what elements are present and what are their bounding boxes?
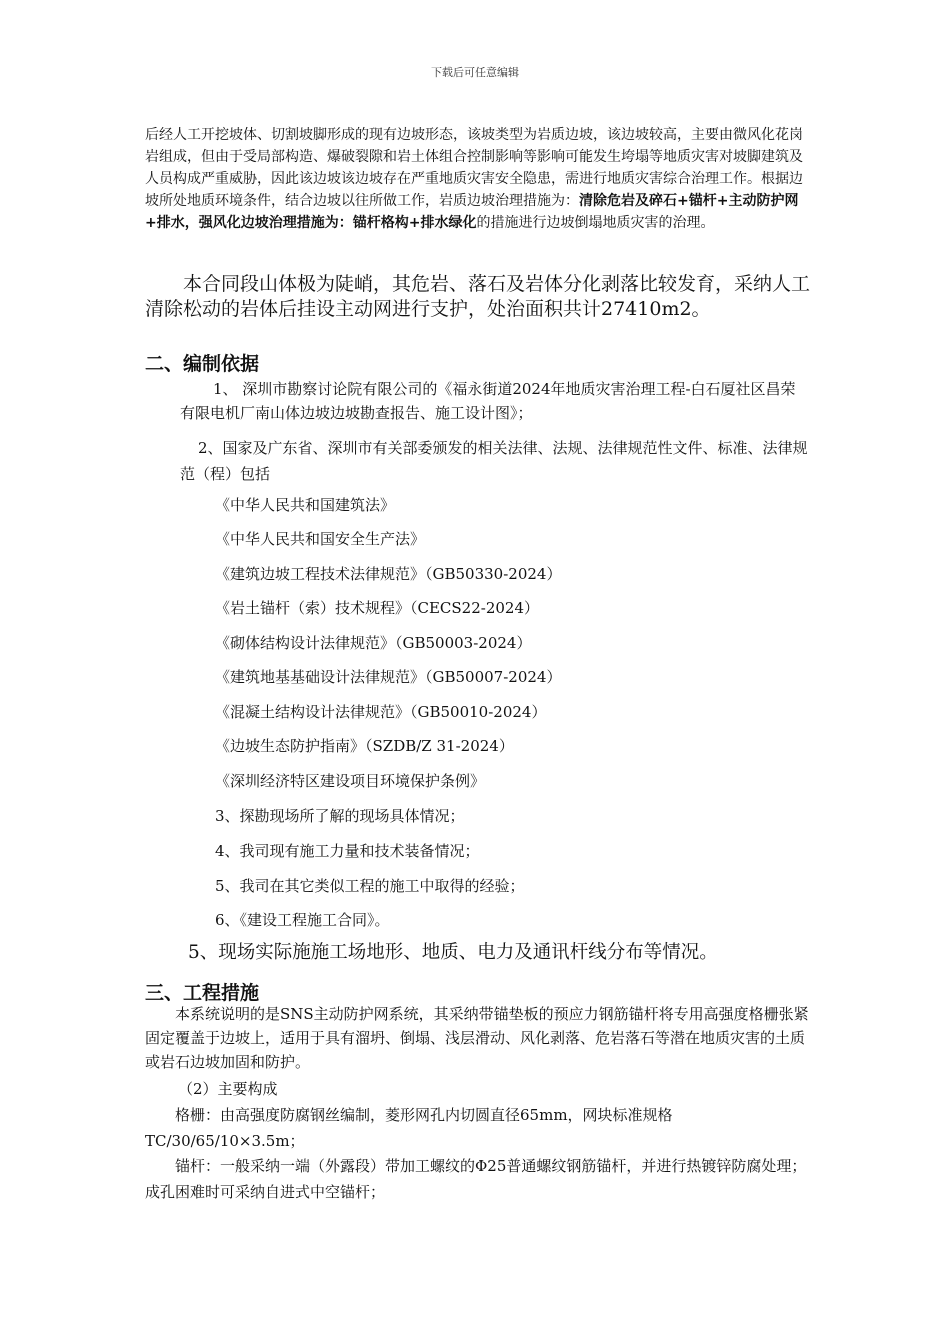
basis-item-2: 2、国家及广东省、深圳市有关部委颁发的相关法律、法规、法律规范性文件、标准、法律规范（程）包括 — [180, 439, 808, 483]
law-item: 《中华人民共和国安全生产法》 — [215, 530, 426, 548]
anchor-description: 锚杆：一般采纳一端（外露段）带加工螺纹的Φ25普通螺纹钢筋锚杆，并进行热镀锌防腐处理；成孔困难时可采纳自进式中空锚杆； — [145, 1157, 807, 1201]
basis-item-6: 6、《建设工程施工合同》。 — [215, 911, 390, 929]
section-3-title: 三、工程措施 — [145, 982, 260, 1004]
law-item: 《建筑边坡工程技术法律规范》（GB50330-2024） — [215, 565, 562, 583]
law-item: 《深圳经济特区建设项目环境保护条例》 — [215, 772, 486, 790]
intro-text-2: 的措施进行边坡倒塌地质灾害的治理。 — [476, 215, 715, 231]
basis-item-1: 1、 深圳市勘察讨论院有限公司的《福永街道2024年地质灾害治理工程-白石厦社区昌荣有限电机厂南山体边坡边坡勘查报告、施工设计图》； — [180, 380, 796, 422]
intro-bold-measures: 清除危岩及碎石+锚杆+主动防护网+排水，强风化边坡治理措施为：锚杆格构+排水绿化 — [145, 193, 799, 231]
law-item: 《砌体结构设计法律规范》（GB50003-2024） — [215, 634, 532, 652]
law-item: 《建筑地基基础设计法律规范》（GB50007-2024） — [215, 668, 562, 686]
sns-description: 本系统说明的是SNS主动防护网系统，其采纳带锚垫板的预应力钢筋锚杆将专用高强度格栅张紧固定覆盖于边坡上，适用于具有溜坍、倒塌、浅层滑动、风化剥落、危岩落石等潜在地质灾害的土质或岩石边坡加固和防护。 — [145, 1005, 809, 1071]
law-item: 《边坡生态防护指南》（SZDB/Z 31-2024） — [215, 737, 514, 755]
law-item: 《混凝土结构设计法律规范》（GB50010-2024） — [215, 703, 547, 721]
basis-item-4: 4、我司现有施工力量和技术装备情况； — [215, 842, 480, 860]
section-2-title: 二、编制依据 — [145, 353, 260, 375]
intro-paragraph — [145, 124, 815, 234]
grid-description: 格栅：由高强度防腐钢丝编制，菱形网孔内切圆直径65mm，网块标准规格TC/30/65/10×3.5m； — [145, 1106, 673, 1150]
law-item: 《岩土锚杆（索）技术规程》（CECS22-2024） — [215, 599, 540, 617]
basis-item-5: 5、我司在其它类似工程的施工中取得的经验； — [215, 877, 525, 895]
page-header: 下载后可任意编辑 — [431, 66, 519, 79]
intro-text-1: 后经人工开挖坡体、切割坡脚形成的现有边坡形态，该坡类型为岩质边坡，该边坡较高，主要由微风化花岗岩组成，但由于受局部构造、爆破裂隙和岩土体组合控制影响等影响可能发生垮塌等地质灾害对坡脚建筑及人员构成严重威胁，因此该边坡该边坡存在严重地质灾害安全隐患，需进行地质灾害综合治理工作。根据边坡所处地质环境条件，结合边坡以往所做工作，岩质边坡治理措施为： — [145, 127, 803, 209]
law-item: 《中华人民共和国建筑法》 — [215, 496, 396, 514]
basis-item-3: 3、探勘现场所了解的现场具体情况； — [215, 807, 465, 825]
subheading-composition: （2）主要构成 — [178, 1080, 278, 1098]
project-summary-paragraph: 本合同段山体极为陡峭，其危岩、落石及岩体分化剥落比较发育，采纳人工清除松动的岩体后挂设主动网进行支护，处治面积共计27410m2。 — [145, 273, 811, 320]
basis-item-site: 5、现场实际施施工场地形、地质、电力及通讯杆线分布等情况。 — [188, 942, 718, 963]
